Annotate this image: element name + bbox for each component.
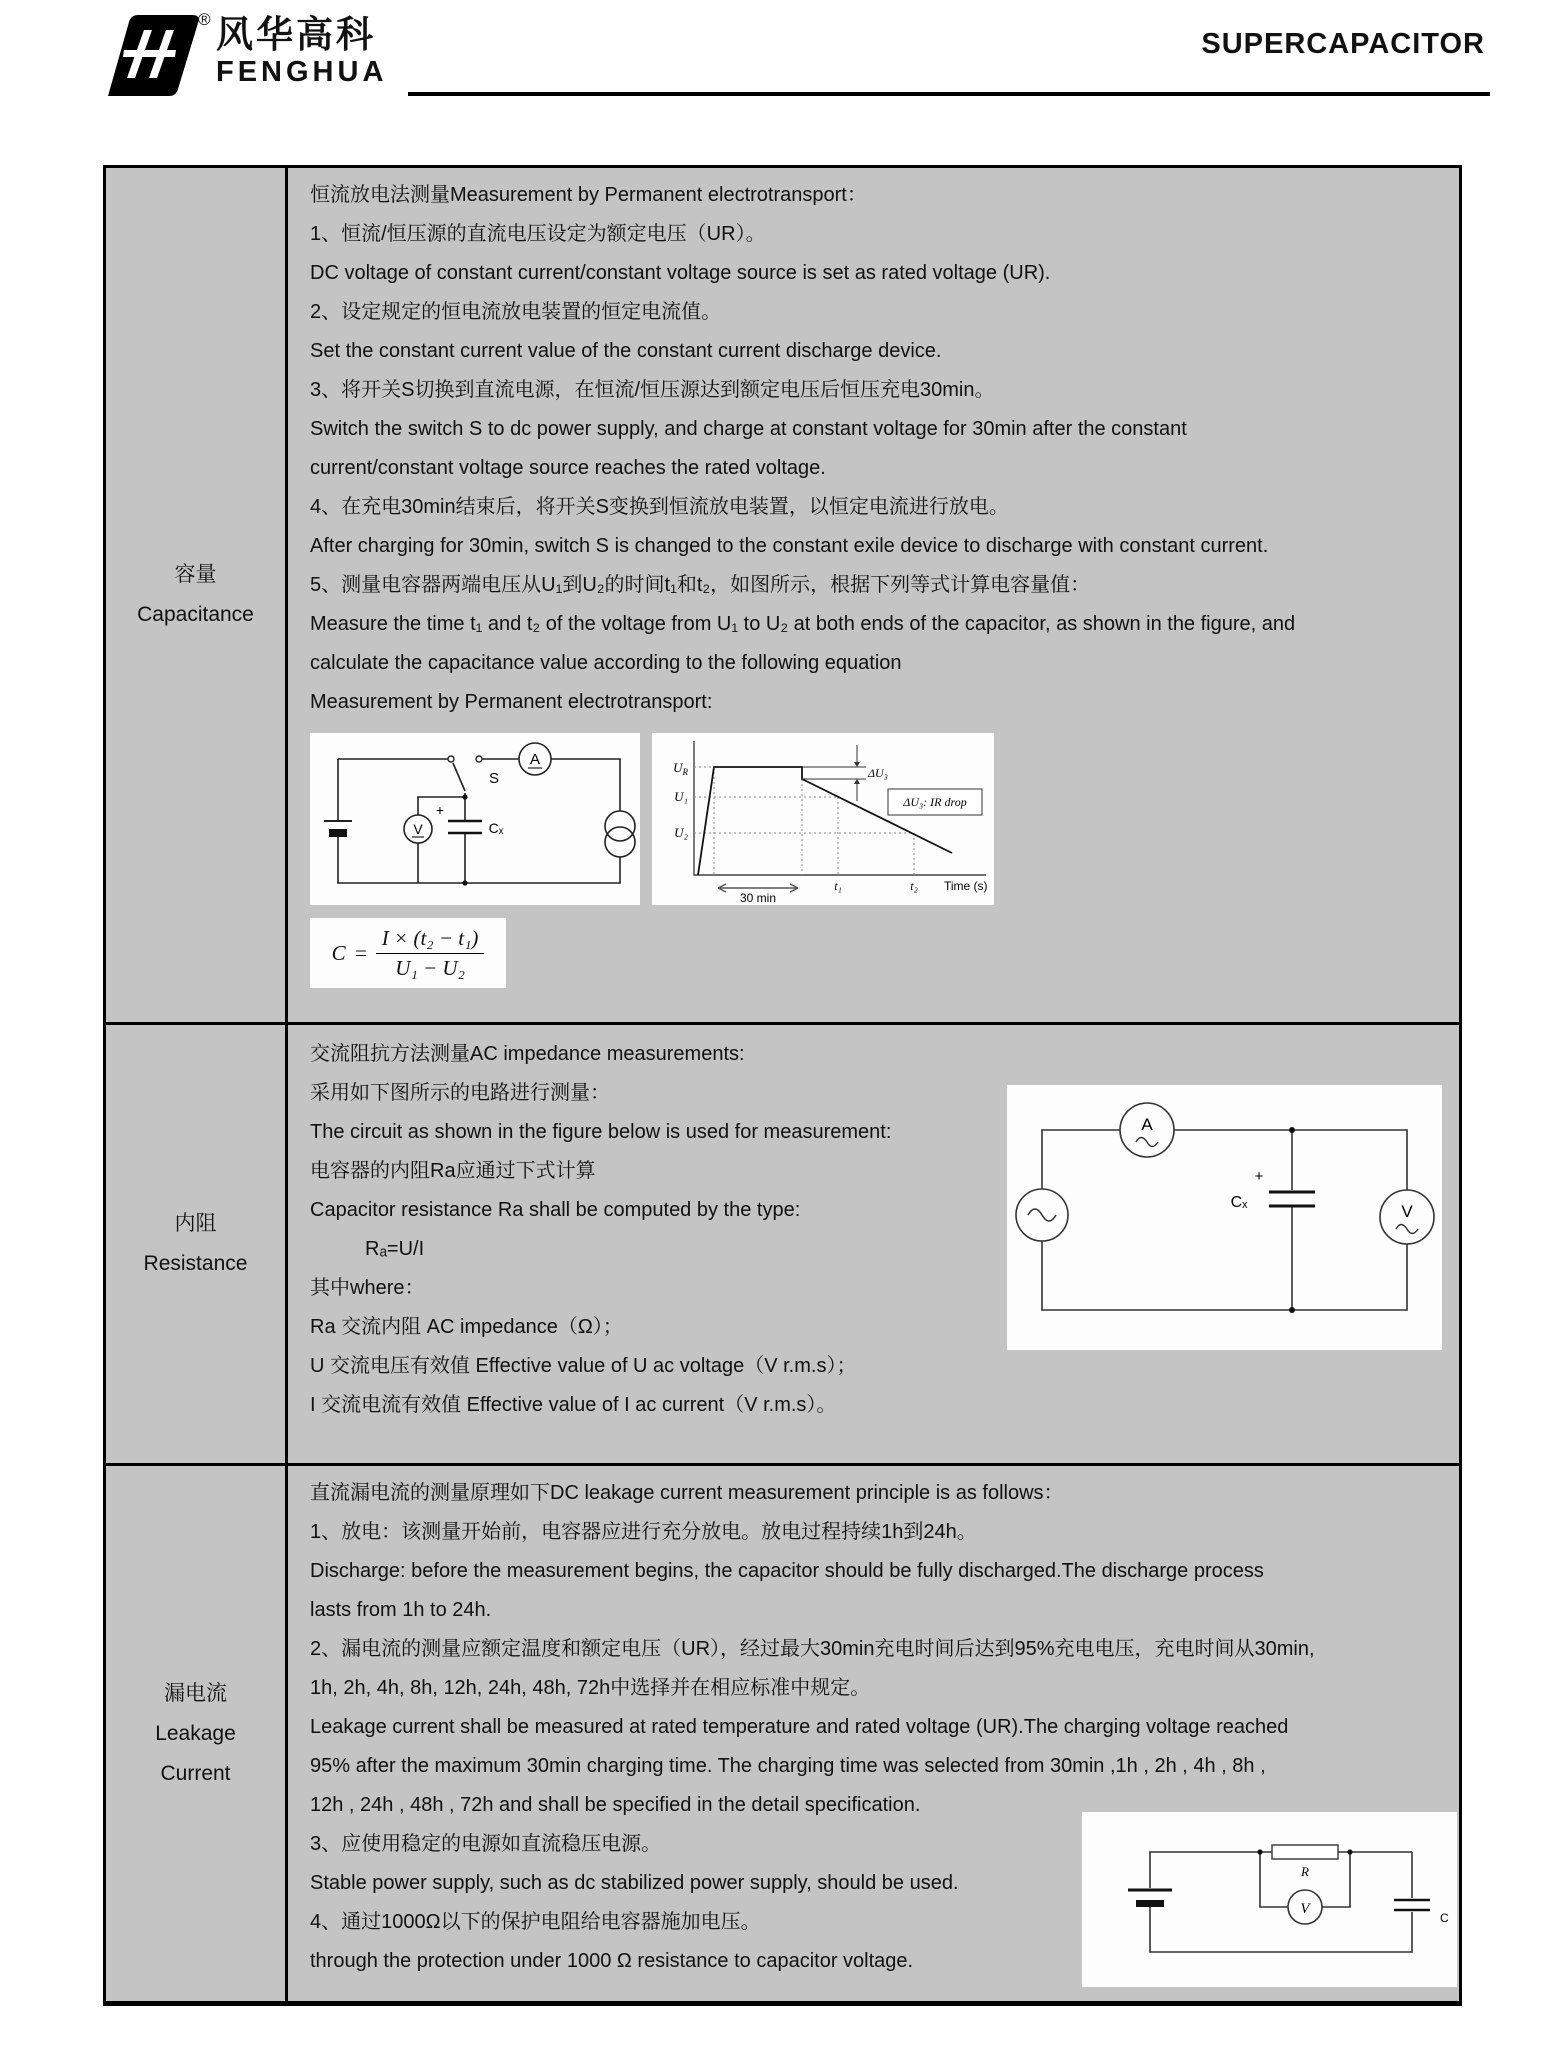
x-axis-label: Time (s) (944, 879, 988, 893)
delta-u3-label: ΔU₃ (868, 766, 888, 780)
capacitor-label: Cₓ (488, 820, 504, 836)
row-content-leakage-current (288, 1466, 1459, 2001)
formula-equals: = (353, 940, 368, 965)
row-label-capacitance (106, 168, 288, 1022)
row-label-en: Resistance (143, 1252, 248, 1275)
text-line: Set the constant current value of the constant current discharge device. (310, 340, 942, 362)
capacitor-label: Cₓ (1230, 1194, 1248, 1211)
resistor-label: R (1301, 1864, 1309, 1879)
table-row-capacitance (106, 168, 1459, 1022)
fenghua-logo (72, 14, 204, 98)
text-line: 其中where： (310, 1277, 425, 1299)
text-line: 4、在充电30min结束后，将开关S变换到恒流放电装置，以恒定电流进行放电。 (310, 496, 1009, 518)
text-line: Leakage current shall be measured at rated temperature and rated voltage (UR).The charging voltage reached (310, 1716, 1289, 1738)
text-line: 1、恒流/恒压源的直流电压设定为额定电压（UR）。 (310, 223, 766, 245)
brand-name-en: FENGHUA (216, 56, 388, 88)
row-label-en: Leakage (155, 1721, 236, 1745)
y-label-u2: U₂ (674, 825, 688, 840)
resistor-icon (1272, 1845, 1338, 1859)
text-line: The circuit as shown in the figure below is used for measurement: (310, 1121, 892, 1143)
leakage-circuit-diagram (1082, 1812, 1457, 1987)
formula-denominator: U₁ − U₂ (395, 955, 465, 980)
resistance-equation: Rₐ=U/I (365, 1238, 425, 1260)
svg-text:V: V (413, 821, 423, 837)
text-line: Measure the time t₁ and t₂ of the voltage from U₁ to U₂ at both ends of the capacitor, as shown in the figure, and (310, 613, 1296, 635)
text-line: 采用如下图所示的电路进行测量： (310, 1082, 610, 1104)
formula-lhs: C (331, 940, 346, 965)
text-line: Capacitor resistance Ra shall be computed by the type: (310, 1199, 801, 1221)
row-label-cn: 漏电流 (164, 1681, 227, 1705)
formula-numerator: I × (t₂ − t₁) (376, 926, 485, 954)
ir-drop-note: ΔU₃: IR drop (903, 795, 967, 809)
row-label-leakage-current (106, 1466, 288, 2001)
text-line: Ra 交流内阻 AC impedance（Ω）； (310, 1316, 623, 1338)
fenghua-logo-icon (72, 14, 204, 98)
text-line: calculate the capacitance value according to the following equation (310, 652, 902, 674)
text-line: 1、放电：该测量开始前，电容器应进行充分放电。放电过程持续1h到24h。 (310, 1521, 977, 1543)
text-line: 4、通过1000Ω以下的保护电阻给电容器施加电压。 (310, 1911, 761, 1933)
spec-table (103, 165, 1462, 2006)
text-line: Stable power supply, such as dc stabilized power supply, should be used. (310, 1872, 959, 1894)
row-content-resistance (288, 1025, 1459, 1463)
text-line: Switch the switch S to dc power supply, and charge at constant voltage for 30min after the constant (310, 418, 1187, 440)
discharge-curve-chart (652, 733, 994, 905)
text-line: Measurement by Permanent electrotransport: (310, 691, 713, 713)
row-label-resistance (106, 1025, 288, 1463)
page-header (0, 0, 1568, 110)
text-line: Discharge: before the measurement begins, the capacitor should be fully discharged.The discharge process (310, 1560, 1264, 1582)
text-line: 直流漏电流的测量原理如下DC leakage current measurement principle is as follows： (310, 1482, 1064, 1504)
registered-trademark: ® (198, 10, 211, 29)
svg-text:V: V (1401, 1202, 1413, 1221)
text-line: 交流阻抗方法测量AC impedance measurements: (310, 1043, 745, 1065)
text-line: 95% after the maximum 30min charging time. The charging time was selected from 30min ,1h , 2h , 4h , 8h , (310, 1755, 1266, 1777)
y-label-ur: $U_R$ (673, 760, 688, 777)
row-label-cn: 容量 (174, 563, 217, 586)
table-row-leakage-current (106, 1463, 1459, 2001)
row-label-en: Current (160, 1761, 231, 1785)
resistance-circuit-diagram (1007, 1085, 1442, 1350)
text-line: 2、漏电流的测量应额定温度和额定电压（UR），经过最大30min充电时间后达到95%充电电压，充电时间从30min, (310, 1638, 1315, 1660)
t2-label: t₂ (910, 879, 918, 893)
svg-text:+: + (1254, 1168, 1264, 1185)
text-line: lasts from 1h to 24h. (310, 1599, 492, 1621)
header-rule (408, 92, 1490, 96)
y-label-u1: U₁ (674, 789, 688, 804)
text-line: through the protection under 1000 Ω resistance to capacitor voltage. (310, 1950, 914, 1972)
brand-block (216, 16, 387, 87)
row-label-cn: 内阻 (174, 1212, 217, 1235)
brand-name-cn: 风华高科 (216, 14, 376, 55)
text-line: 2、设定规定的恒电流放电装置的恒定电流值。 (310, 301, 722, 323)
page-title: SUPERCAPACITOR (1201, 28, 1485, 60)
svg-text:A: A (1141, 1115, 1153, 1134)
svg-text:A: A (529, 751, 541, 768)
switch-label: S (488, 770, 500, 787)
duration-label: 30 min (739, 891, 777, 905)
capacitor-label: C (1440, 1911, 1449, 1925)
text-line: current/constant voltage source reaches the rated voltage. (310, 457, 826, 479)
t1-label: t₁ (834, 879, 842, 893)
table-row-resistance (106, 1022, 1459, 1463)
text-line: 5、测量电容器两端电压从U₁到U₂的时间t₁和t₂，如图所示，根据下列等式计算电容量值： (310, 574, 1091, 596)
text-line: 1h, 2h, 4h, 8h, 12h, 24h, 48h, 72h中选择并在相应标准中规定。 (310, 1677, 871, 1699)
capacitance-figure (310, 733, 994, 905)
row-label-en: Capacitance (137, 603, 254, 626)
text-line: DC voltage of constant current/constant voltage source is set as rated voltage (UR). (310, 262, 1051, 284)
text-line: 12h , 24h , 48h , 72h and shall be specified in the detail specification. (310, 1794, 921, 1816)
text-line: After charging for 30min, switch S is changed to the constant exile device to discharge with constant current. (310, 535, 1269, 557)
text-line: 电容器的内阻Ra应通过下式计算 (310, 1160, 596, 1182)
svg-text:V: V (1300, 1901, 1310, 1917)
capacitance-formula (310, 918, 506, 988)
text-line: 3、将开关S切换到直流电源，在恒流/恒压源达到额定电压后恒压充电30min。 (310, 379, 995, 401)
text-line: 恒流放电法测量Measurement by Permanent electrotransport： (310, 184, 867, 206)
text-line: I 交流电流有效值 Effective value of I ac current（V r.m.s）。 (310, 1394, 837, 1416)
formula-fraction (376, 926, 485, 981)
text-line: U 交流电压有效值 Effective value of U ac voltage（V r.m.s）； (310, 1355, 857, 1377)
text-line: 3、应使用稳定的电源如直流稳压电源。 (310, 1833, 662, 1855)
capacitance-circuit-diagram (310, 733, 640, 905)
svg-text:+: + (435, 802, 445, 818)
row-content-capacitance (288, 168, 1459, 1022)
